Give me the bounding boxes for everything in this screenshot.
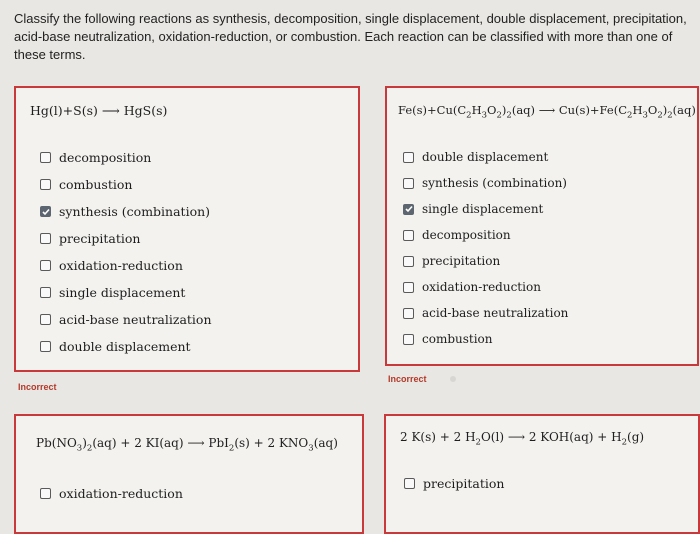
subscript: 2 [466, 110, 472, 121]
eq-text: Pb(NO [36, 436, 77, 450]
subscript: 2 [627, 110, 633, 121]
checkbox-checked[interactable] [40, 206, 51, 217]
option-label: precipitation [423, 476, 505, 491]
option-combustion[interactable] [403, 332, 493, 346]
eq-text: 2 KOH(aq) + H [525, 430, 622, 444]
eq-text: Cu(s)+Fe(C [558, 103, 628, 117]
subscript: 2 [86, 443, 93, 454]
subscript: 2 [506, 110, 512, 121]
subscript: 3 [76, 443, 83, 454]
option-label: acid-base neutralization [422, 306, 569, 320]
eq-text: Fe(s)+Cu(C [398, 103, 467, 117]
option-acid-base[interactable] [40, 312, 212, 327]
checkbox[interactable] [40, 341, 51, 352]
option-single-displacement[interactable] [403, 202, 543, 216]
option-label: decomposition [422, 228, 511, 242]
reaction-equation [36, 436, 338, 453]
option-precipitation[interactable] [403, 254, 500, 268]
subscript: 3 [308, 443, 314, 454]
option-label: combustion [59, 177, 133, 192]
option-decomposition[interactable] [40, 150, 151, 165]
checkbox[interactable] [40, 233, 51, 244]
eq-text: (g) [627, 430, 645, 444]
checkbox[interactable] [403, 334, 414, 345]
subscript: 2 [496, 110, 502, 121]
option-label: combustion [422, 332, 493, 346]
option-label: oxidation-reduction [59, 258, 183, 273]
subscript: 2 [228, 443, 235, 454]
checkbox[interactable] [403, 256, 414, 267]
eq-text: (s) + 2 KNO [234, 436, 309, 450]
eq-text: ) [501, 103, 507, 117]
option-double-displacement[interactable] [40, 339, 191, 354]
eq-text: H [471, 103, 482, 117]
option-label: single displacement [59, 285, 186, 300]
option-synthesis[interactable] [40, 204, 210, 219]
checkbox[interactable] [40, 488, 51, 499]
status-incorrect-1: Incorrect [18, 382, 57, 392]
option-precipitation[interactable] [404, 476, 504, 491]
checkbox-checked[interactable] [403, 204, 414, 215]
checkbox[interactable] [404, 478, 415, 489]
option-label: precipitation [59, 231, 141, 246]
option-label: double displacement [422, 150, 549, 164]
eq-text: O [487, 103, 497, 117]
instructions-text: Classify the following reactions as synthesis, decomposition, single displacement, double displacement, precipitation, acid-base neutralization, oxidation-reduction, or combustion. Each reaction can be classified with more than one of these terms. [14, 11, 687, 62]
option-single-displacement[interactable] [40, 285, 185, 300]
reaction-arrow: ⟶ [101, 103, 120, 118]
option-acid-base[interactable] [403, 306, 568, 320]
option-label: decomposition [59, 150, 152, 165]
subscript: 2 [475, 437, 481, 448]
option-label: synthesis (combination) [422, 176, 567, 190]
checkbox[interactable] [403, 282, 414, 293]
option-oxidation-reduction[interactable] [403, 280, 541, 294]
option-label: single displacement [422, 202, 544, 216]
question-panel-2 [385, 86, 699, 366]
option-oxidation-reduction[interactable] [40, 486, 183, 501]
checkbox[interactable] [40, 287, 51, 298]
eq-text: (aq) [313, 436, 338, 450]
reactants: Hg(l)+S(s) [30, 103, 102, 118]
eq-text: H [632, 103, 643, 117]
question-panel-3 [14, 414, 364, 534]
question-panel-1 [14, 86, 360, 372]
subscript: 3 [481, 110, 488, 121]
option-decomposition[interactable] [403, 228, 511, 242]
reaction-arrow: ⟶ [507, 430, 526, 444]
option-label: acid-base neutralization [59, 312, 212, 327]
reaction-equation [400, 430, 644, 447]
eq-text: (aq) + 2 KI(aq) [92, 436, 188, 450]
checkbox[interactable] [40, 260, 51, 271]
subscript: 2 [657, 110, 663, 121]
question-panel-4 [384, 414, 700, 534]
status-incorrect-2: Incorrect [388, 374, 427, 384]
option-oxidation-reduction[interactable] [40, 258, 183, 273]
option-combustion[interactable] [40, 177, 132, 192]
checkbox[interactable] [403, 230, 414, 241]
checkbox[interactable] [40, 179, 51, 190]
option-synthesis[interactable] [403, 176, 567, 190]
checkbox[interactable] [403, 308, 414, 319]
eq-text: O [647, 103, 658, 117]
eq-text: ) [662, 103, 668, 117]
subscript: 3 [642, 110, 648, 121]
reaction-equation [398, 103, 696, 120]
eq-text: (aq) [511, 103, 536, 117]
decorative-dot [450, 376, 456, 382]
reaction-arrow: ⟶ [538, 103, 556, 117]
option-label: synthesis (combination) [59, 204, 211, 219]
checkbox[interactable] [40, 314, 51, 325]
option-precipitation[interactable] [40, 231, 140, 246]
eq-text: O(l) [480, 430, 508, 444]
products: HgS(s) [119, 103, 168, 118]
option-label: precipitation [422, 254, 501, 268]
eq-text: PbI [204, 436, 229, 450]
checkbox[interactable] [40, 152, 51, 163]
eq-text: (aq) [672, 103, 696, 117]
checkbox[interactable] [403, 178, 414, 189]
reaction-equation [30, 103, 167, 118]
reaction-arrow: ⟶ [187, 436, 205, 450]
eq-text: ) [82, 436, 87, 450]
eq-text: 2 K(s) + 2 H [400, 430, 476, 444]
option-double-displacement[interactable] [403, 150, 548, 164]
checkbox[interactable] [403, 152, 414, 163]
option-label: oxidation-reduction [59, 486, 183, 501]
subscript: 2 [621, 437, 628, 448]
option-label: oxidation-reduction [422, 280, 541, 294]
option-label: double displacement [59, 339, 191, 354]
subscript: 2 [667, 110, 673, 121]
